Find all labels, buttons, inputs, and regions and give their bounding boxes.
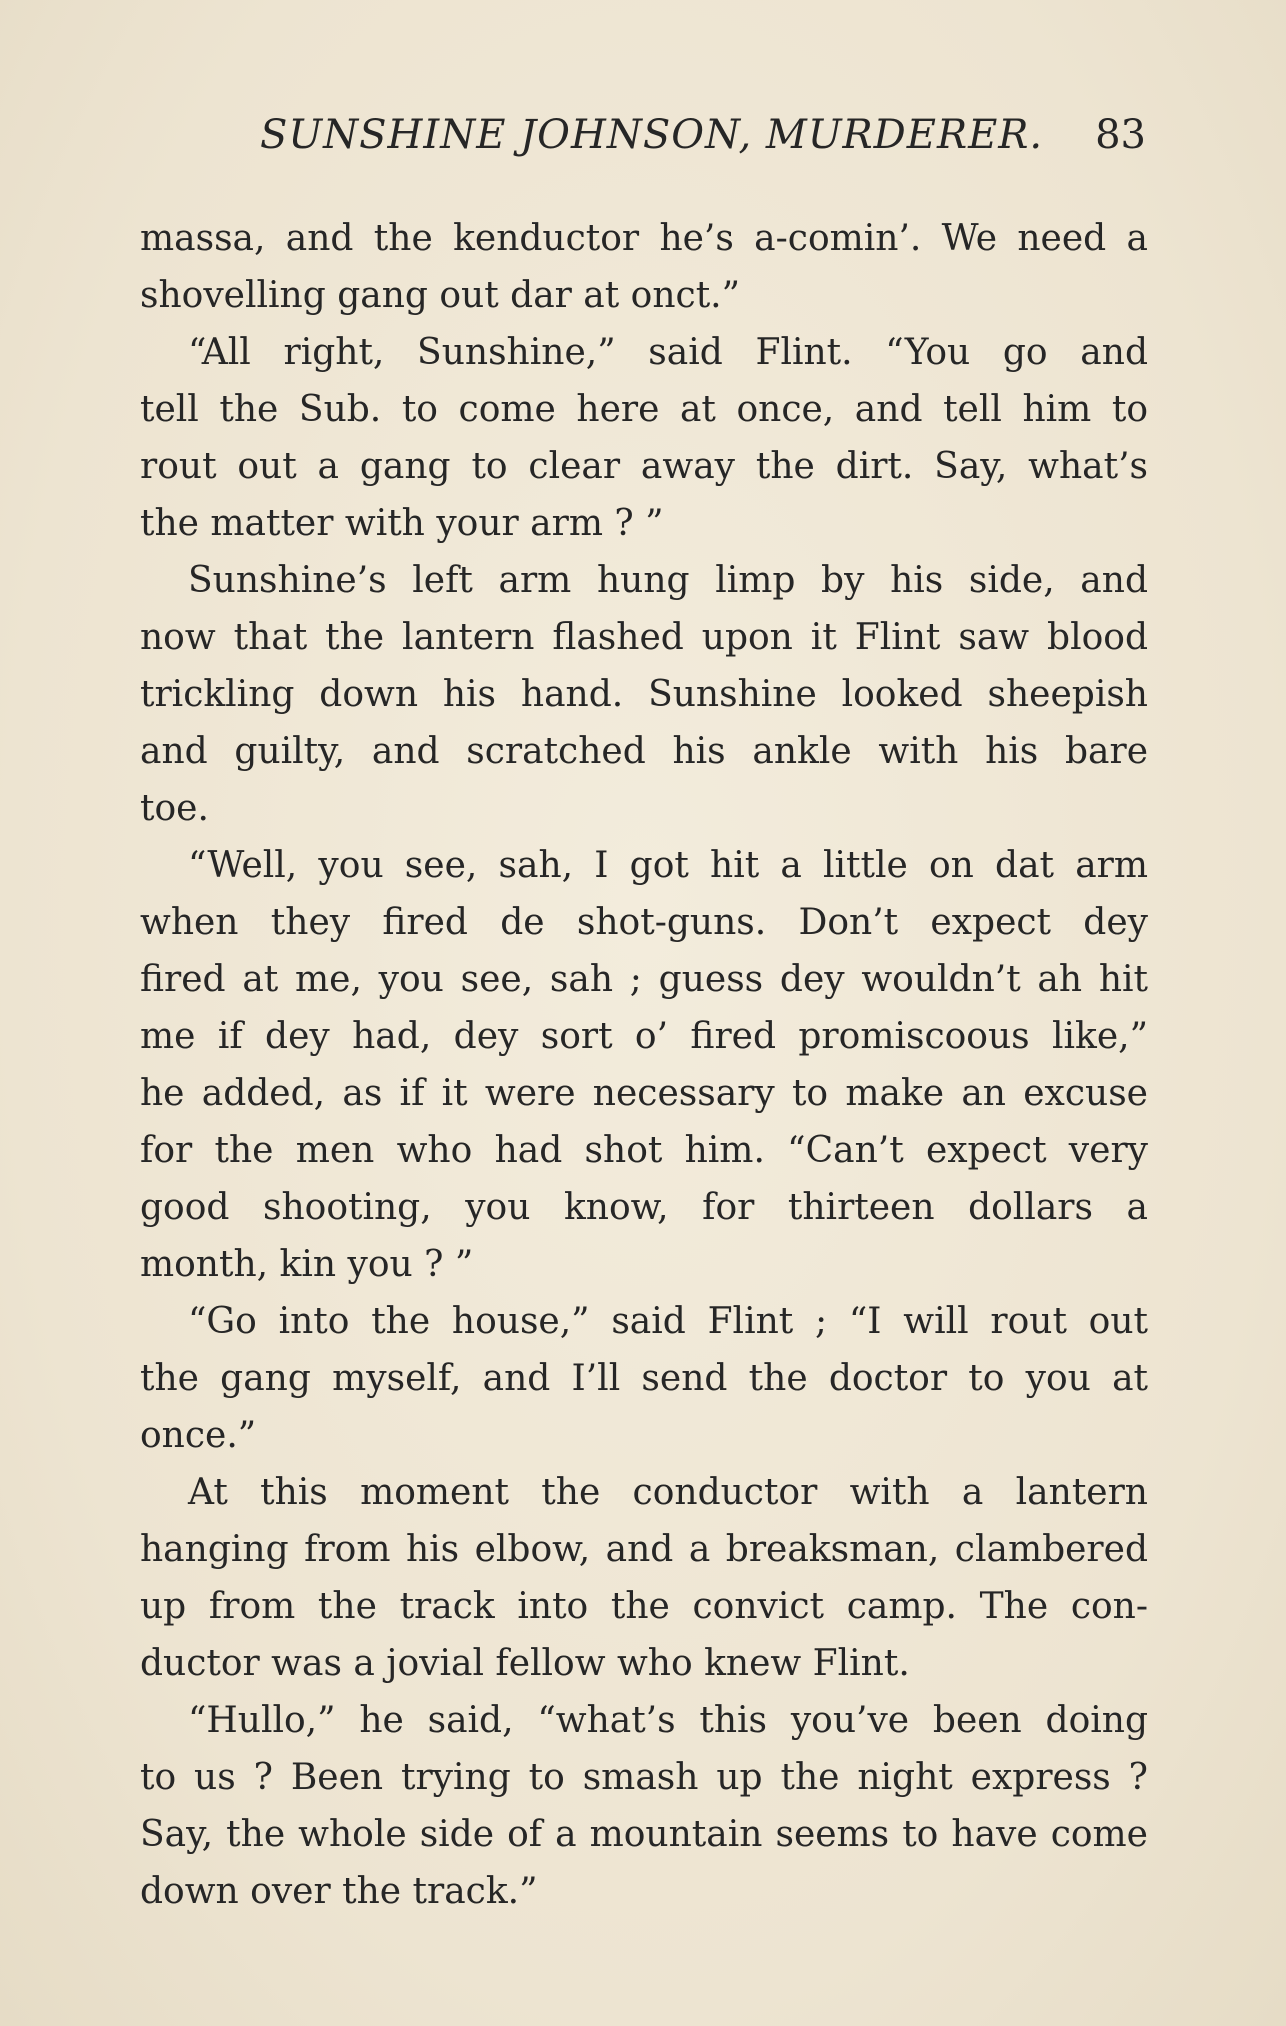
text-line: the gang myself, and I’ll send the doctor to you at [140,1358,1148,1399]
text-line: tell the Sub. to come here at once, and tell him to [140,389,1148,430]
text-line: shovelling gang out dar at onct.” [140,275,741,316]
text-line: to us ? Been trying to smash up the night express ? [140,1757,1148,1798]
text-line: At this moment the conductor with a lantern [188,1472,1148,1513]
text-line: fired at me, you see, sah ; guess dey wouldn’t ah hit [140,959,1148,1000]
text-line: toe. [140,788,209,829]
text-line: hanging from his elbow, and a breaksman, clambered [140,1529,1148,1570]
text-line: once.” [140,1415,257,1456]
text-line: good shooting, you know, for thirteen dollars a [140,1187,1148,1228]
text-line: ductor was a jovial fellow who knew Flint. [140,1643,910,1684]
text-line: Sunshine’s left arm hung limp by his side, and [188,560,1148,601]
page-number: 83 [1095,112,1146,158]
text-line: “Hullo,” he said, “what’s this you’ve been doing [188,1700,1148,1741]
text-line: me if dey had, dey sort o’ fired promiscoous like,” [140,1016,1148,1057]
text-line: now that the lantern flashed upon it Flint saw blood [140,617,1148,658]
text-line: massa, and the kenductor he’s a-comin’. We need a [140,218,1148,259]
running-title: SUNSHINE JOHNSON, MURDERER. [260,112,1044,158]
text-line: for the men who had shot him. “Can’t expect very [140,1130,1148,1171]
text-line: “Well, you see, sah, I got hit a little on dat arm [188,845,1148,886]
text-line: “All right, Sunshine,” said Flint. “You go and [188,332,1148,373]
text-line: Say, the whole side of a mountain seems to have come [140,1814,1148,1855]
body-text [140,210,1148,1920]
text-line: down over the track.” [140,1871,538,1912]
text-line: month, kin you ? ” [140,1244,474,1285]
text-line: and guilty, and scratched his ankle with his bare [140,731,1148,772]
text-line: the matter with your arm ? ” [140,503,664,544]
text-line: he added, as if it were necessary to make an excuse [140,1073,1148,1114]
text-line: when they fired de shot-guns. Don’t expect dey [140,902,1148,943]
running-head [140,112,1146,172]
text-line: up from the track into the convict camp. The con- [140,1586,1148,1627]
text-line: rout out a gang to clear away the dirt. Say, what’s [140,446,1148,487]
text-line: “Go into the house,” said Flint ; “I will rout out [188,1301,1148,1342]
text-line: trickling down his hand. Sunshine looked sheepish [140,674,1148,715]
